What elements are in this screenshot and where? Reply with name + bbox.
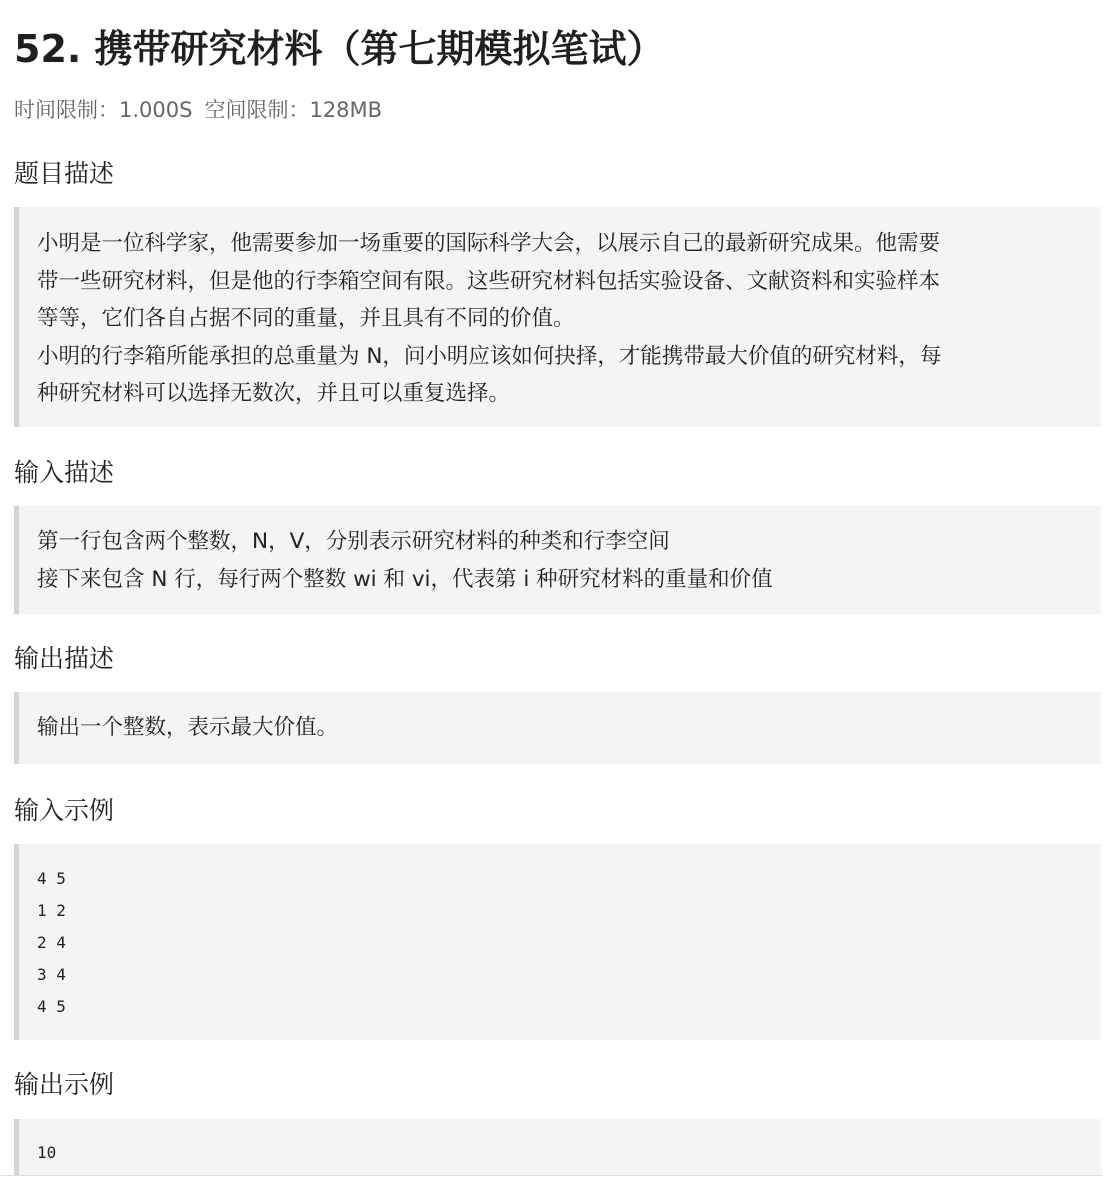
bottom-divider [0,1175,1103,1176]
input-description-heading: 输入描述 [14,458,115,487]
output-description-heading: 输出描述 [14,644,115,673]
sample-input-line: 3 4 [37,965,66,984]
time-limit: 时间限制：1.000S [14,98,193,122]
sample-output-heading: 输出示例 [14,1070,115,1099]
memory-limit: 空间限制：128MB [204,98,383,122]
sample-input-code [14,844,1101,1040]
output-description-line: 输出一个整数，表示最大价值。 [37,715,339,740]
sample-input-line: 1 2 [37,901,66,920]
description-line: 等等，它们各自占据不同的重量，并且具有不同的价值。 [37,306,575,331]
description-box [14,207,1101,427]
description-line: 小明是一位科学家，他需要参加一场重要的国际科学大会，以展示自己的最新研究成果。他需要 [37,231,941,256]
description-line: 小明的行李箱所能承担的总重量为 N，问小明应该如何抉择，才能携带最大价值的研究材料，每 [37,343,942,369]
sample-output-code [14,1119,1101,1175]
output-description-box [14,692,1101,764]
problem-limits [14,94,382,126]
sample-input-line: 2 4 [37,933,66,952]
input-description-line: 第一行包含两个整数，N，V，分别表示研究材料的种类和行李空间 [37,529,670,554]
sample-input-line: 4 5 [37,997,66,1016]
description-line: 种研究材料可以选择无数次，并且可以重复选择。 [37,381,511,406]
description-heading: 题目描述 [14,159,115,188]
description-line: 带一些研究材料，但是他的行李箱空间有限。这些研究材料包括实验设备、文献资料和实验样本 [37,268,941,294]
sample-input-line: 4 5 [37,869,66,888]
sample-output-line: 10 [37,1143,57,1162]
input-description-line: 接下来包含 N 行，每行两个整数 wi 和 vi，代表第 i 种研究材料的重量和价值 [37,566,773,592]
input-description-box [14,506,1101,614]
problem-title: 52. 携带研究材料（第七期模拟笔试） [14,27,665,71]
sample-input-heading: 输入示例 [14,796,115,825]
